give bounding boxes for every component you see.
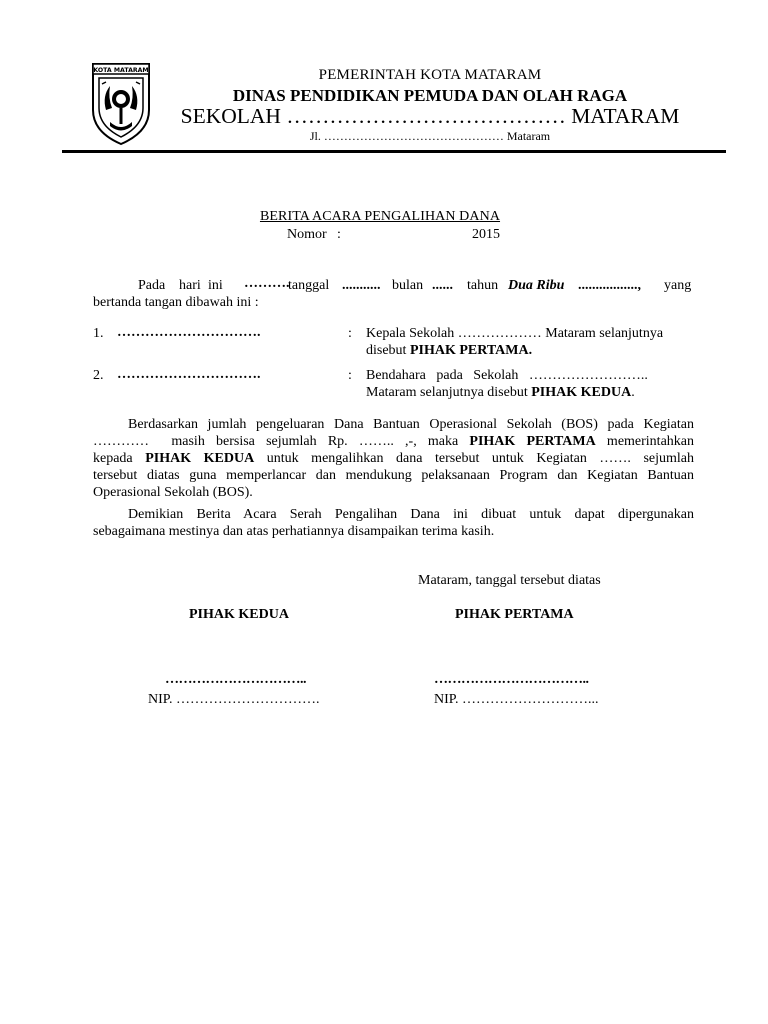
party2-role-line2-text: Mataram selanjutnya disebut (366, 385, 532, 400)
letterhead-school: SEKOLAH ………………………………… MATARAM (180, 104, 680, 128)
opening-word: tanggal (288, 278, 330, 293)
letterhead-government: PEMERINTAH KOTA MATARAM (318, 67, 542, 83)
letterhead-divider (62, 150, 726, 153)
opening-day-blank: ………. (244, 276, 290, 291)
body-p1-line1: Berdasarkan jumlah pengeluaran Dana Bantuan Operasional Sekolah (BOS) pada Kegiatan (128, 417, 694, 432)
nomor-year: 2015 (472, 227, 500, 242)
pihak-pertama-inline: PIHAK PERTAMA (469, 434, 596, 449)
body-p1-line2 (93, 434, 694, 450)
opening-word: tahun (467, 278, 499, 293)
signature-place-date: Mataram, tanggal tersebut diatas (418, 573, 601, 588)
signature-right-name-line: …………………………….. (434, 672, 589, 687)
opening-word: Pada (138, 278, 166, 293)
party2-colon: : (348, 368, 352, 383)
body-p1-line3-c: untuk mengalihkan dana tersebut untuk Kegiatan ……. sejumlah (254, 451, 694, 466)
body-p2-line1: Demikian Berita Acara Serah Pengalihan Dana ini dibuat untuk dapat dipergunakan (128, 507, 694, 522)
kota-mataram-emblem-icon (90, 62, 152, 146)
signature-left-title: PIHAK KEDUA (189, 607, 289, 622)
signature-left-name-line: ………………………….. (165, 672, 306, 687)
party1-colon: : (348, 326, 352, 341)
opening-year-blank: ................., (578, 278, 641, 293)
signature-left-nip: NIP. …………………………. (148, 692, 320, 707)
body-p2-line2: sebagaimana mestinya dan atas perhatiannya disampaikan terima kasih. (93, 524, 495, 539)
document-title: BERITA ACARA PENGALIHAN DANA (259, 209, 501, 224)
signature-right-title: PIHAK PERTAMA (455, 607, 574, 622)
party2-role-line2 (366, 385, 635, 401)
opening-line-2: bertanda tangan dibawah ini : (93, 295, 259, 310)
body-p1-line5: Operasional Sekolah (BOS). (93, 485, 253, 500)
opening-word: yang (664, 278, 692, 293)
opening-year-words: Dua Ribu (508, 278, 565, 293)
nomor-label: Nomor (287, 227, 327, 242)
party2-name-blank: …………………………. (117, 367, 261, 382)
opening-word: hari (179, 278, 201, 293)
letterhead-department: DINAS PENDIDIKAN PEMUDA DAN OLAH RAGA (232, 86, 628, 105)
party1-role-line2-text: disebut (366, 343, 410, 358)
body-p1-line2-c: memerintahkan (595, 434, 695, 449)
opening-word: ini (208, 278, 223, 293)
party1-name-blank: …………………………. (117, 325, 261, 340)
body-p1-line3 (93, 451, 694, 467)
party1-role-line2 (366, 343, 532, 359)
nomor-colon: : (337, 227, 341, 242)
opening-word: bulan (392, 278, 424, 293)
signature-right-nip: NIP. ………………………... (434, 692, 599, 707)
body-p1-line2-a: ………… masih bersisa sejumlah Rp. …….. ,-, maka (93, 434, 470, 449)
opening-date-blank: ........... (342, 278, 381, 293)
body-p1-line4: tersebut diatas guna memperlancar dan mendukung pelaksanaan Program dan Kegiatan Bantuan (93, 468, 694, 483)
party2-role-line1: Bendahara pada Sekolah …………………….. (366, 368, 648, 383)
party1-number: 1. (93, 326, 104, 341)
opening-month-blank: ...... (432, 278, 453, 293)
body-p1-line3-a: kepada (93, 451, 146, 466)
party2-number: 2. (93, 368, 104, 383)
party2-role-line2-end: . (631, 385, 635, 400)
letterhead-address: Jl. ……………………………………… Mataram (309, 129, 551, 143)
party1-role-line1: Kepala Sekolah ……………… Mataram selanjutnya (366, 326, 664, 341)
svg-text:KOTA MATARAM: KOTA MATARAM (93, 67, 149, 74)
pihak-kedua-label: PIHAK KEDUA (531, 385, 632, 400)
pihak-kedua-inline: PIHAK KEDUA (145, 451, 255, 466)
pihak-pertama-label: PIHAK PERTAMA. (409, 343, 533, 358)
